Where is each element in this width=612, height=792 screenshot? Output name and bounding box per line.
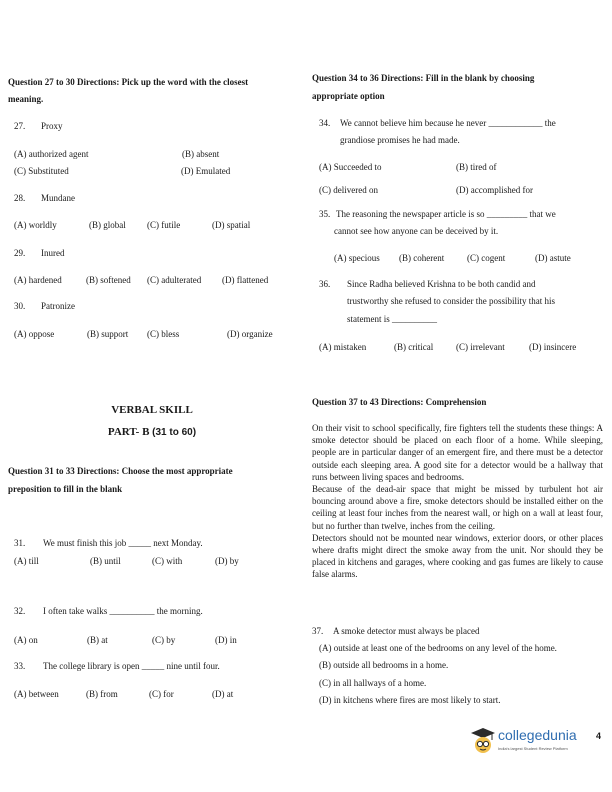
option-b: (B) critical: [394, 342, 434, 352]
passage-paragraph-3: Detectors should not be mounted near windows, exterior doors, or other places where drafts might direct the smoke away from the unit. Nor should they be placed in kitchens and garages, where cooking and gas fumes are likely to cause false alarms.: [312, 532, 603, 580]
option-a: (A) worldly: [14, 220, 57, 230]
option-b: (B) from: [86, 689, 118, 699]
question-text: The college library is open _____ nine until four.: [43, 661, 220, 671]
option-c: (C) in all hallways of a home.: [319, 678, 427, 688]
question-number: 28.: [14, 193, 26, 203]
question-number: 37.: [312, 626, 324, 636]
passage-paragraph-2: Because of the dead-air space that might be missed by turbulent hot air bouncing around above a fire, smoke detectors should be installed either on the ceiling at least four inches from the nearest wall, or high on a wall at least four, but no further than twelve, inches from the ceiling.: [312, 484, 603, 531]
q37-43-heading: Question 37 to 43 Directions: Comprehension: [312, 397, 487, 407]
option-c: (C) Substituted: [14, 166, 69, 176]
part-title: [0, 426, 304, 438]
q34-36-heading-line2: appropriate option: [312, 91, 385, 101]
logo-tagline: India's largest Student Review Platform: [498, 746, 568, 751]
option-d: (D) spatial: [212, 220, 251, 230]
option-b: (B) support: [87, 329, 129, 339]
question-line3: statement is __________: [347, 314, 437, 324]
option-d: (D) flattened: [222, 275, 269, 285]
option-c: (C) bless: [147, 329, 180, 339]
part-range: (31 to 60): [152, 427, 197, 438]
option-d: (D) astute: [535, 253, 571, 263]
option-a: (A) authorized agent: [14, 149, 89, 159]
comprehension-passage: [312, 422, 603, 581]
option-c: (C) delivered on: [319, 185, 378, 195]
option-a: (A) mistaken: [319, 342, 367, 352]
logo-wordmark: collegedunia: [498, 727, 577, 743]
q31-33-heading-line1: Question 31 to 33 Directions: Choose the most appropriate: [8, 466, 233, 476]
option-d: (D) insincere: [529, 342, 577, 352]
question-line1: The reasoning the newspaper article is so _________ that we: [336, 209, 556, 219]
passage-paragraph-1: On their visit to school specifically, fire fighters tell the students these things: A smoke detector should be placed on each floor of a home. While sleeping, people are in particular danger of an emergent fire, and there must be a detector outside each sleeping area. A good site for a detector would be a hallway that runs between living spaces and bedrooms.: [312, 423, 603, 482]
option-b: (B) at: [87, 635, 108, 645]
question-text: A smoke detector must always be placed: [333, 626, 480, 636]
option-a: (A) outside at least one of the bedrooms on any level of the home.: [319, 643, 557, 653]
question-line2: cannot see how anyone can be deceived by it.: [334, 226, 499, 236]
question-line2: grandiose promises he had made.: [340, 135, 460, 145]
option-a: (A) till: [14, 556, 39, 566]
option-b: (B) until: [90, 556, 121, 566]
option-b: (B) coherent: [399, 253, 445, 263]
option-b: (B) tired of: [456, 162, 497, 172]
option-d: (D) at: [212, 689, 234, 699]
option-a: (A) between: [14, 689, 59, 699]
option-c: (C) cogent: [467, 253, 506, 263]
question-number: 30.: [14, 301, 26, 311]
q27-30-heading-line1: Question 27 to 30 Directions: Pick up the word with the closest: [8, 77, 249, 87]
question-number: 31.: [14, 538, 26, 548]
option-d: (D) Emulated: [181, 166, 231, 176]
question-number: 27.: [14, 121, 26, 131]
question-number: 32.: [14, 606, 26, 616]
option-c: (C) with: [152, 556, 183, 566]
option-d: (D) by: [215, 556, 239, 566]
question-number: 34.: [319, 118, 331, 128]
question-number: 36.: [319, 279, 331, 289]
question-number: 33.: [14, 661, 26, 671]
option-c: (C) for: [149, 689, 174, 699]
question-line1: We cannot believe him because he never ____________ the: [340, 118, 556, 128]
collegedunia-logo: [470, 725, 580, 759]
option-b: (B) absent: [182, 149, 220, 159]
question-text: We must finish this job _____ next Monday.: [43, 538, 203, 548]
part-label: PART- B: [107, 426, 150, 438]
q27-30-heading-line2: meaning.: [8, 94, 44, 104]
section-title: VERBAL SKILL: [111, 404, 193, 416]
question-word: Inured: [41, 248, 65, 258]
question-line2: trustworthy she refused to consider the possibility that his: [347, 296, 555, 306]
option-a: (A) Succeeded to: [319, 162, 382, 172]
option-d: (D) organize: [227, 329, 273, 339]
q31-33-heading-line2: preposition to fill in the blank: [8, 484, 123, 494]
option-c: (C) futile: [147, 220, 181, 230]
option-a: (A) hardened: [14, 275, 62, 285]
page-number: 4: [596, 731, 602, 741]
option-b: (B) softened: [86, 275, 131, 285]
option-a: (A) oppose: [14, 329, 55, 339]
option-b: (B) global: [89, 220, 126, 230]
option-c: (C) irrelevant: [456, 342, 505, 352]
option-a: (A) specious: [334, 253, 380, 263]
graduate-icon: [470, 727, 496, 757]
question-number: 29.: [14, 248, 26, 258]
question-word: Proxy: [41, 121, 63, 131]
option-d: (D) in kitchens where fires are most likely to start.: [319, 695, 501, 705]
option-b: (B) outside all bedrooms in a home.: [319, 660, 449, 670]
question-text: I often take walks __________ the morning.: [43, 606, 203, 616]
option-a: (A) on: [14, 635, 38, 645]
question-word: Mundane: [41, 193, 75, 203]
option-c: (C) adulterated: [147, 275, 202, 285]
q34-36-heading-line1: Question 34 to 36 Directions: Fill in the blank by choosing: [312, 73, 535, 83]
question-number: 35.: [319, 209, 331, 219]
question-word: Patronize: [41, 301, 75, 311]
option-d: (D) in: [215, 635, 237, 645]
option-c: (C) by: [152, 635, 176, 645]
option-d: (D) accomplished for: [456, 185, 533, 195]
question-line1: Since Radha believed Krishna to be both candid and: [347, 279, 536, 289]
